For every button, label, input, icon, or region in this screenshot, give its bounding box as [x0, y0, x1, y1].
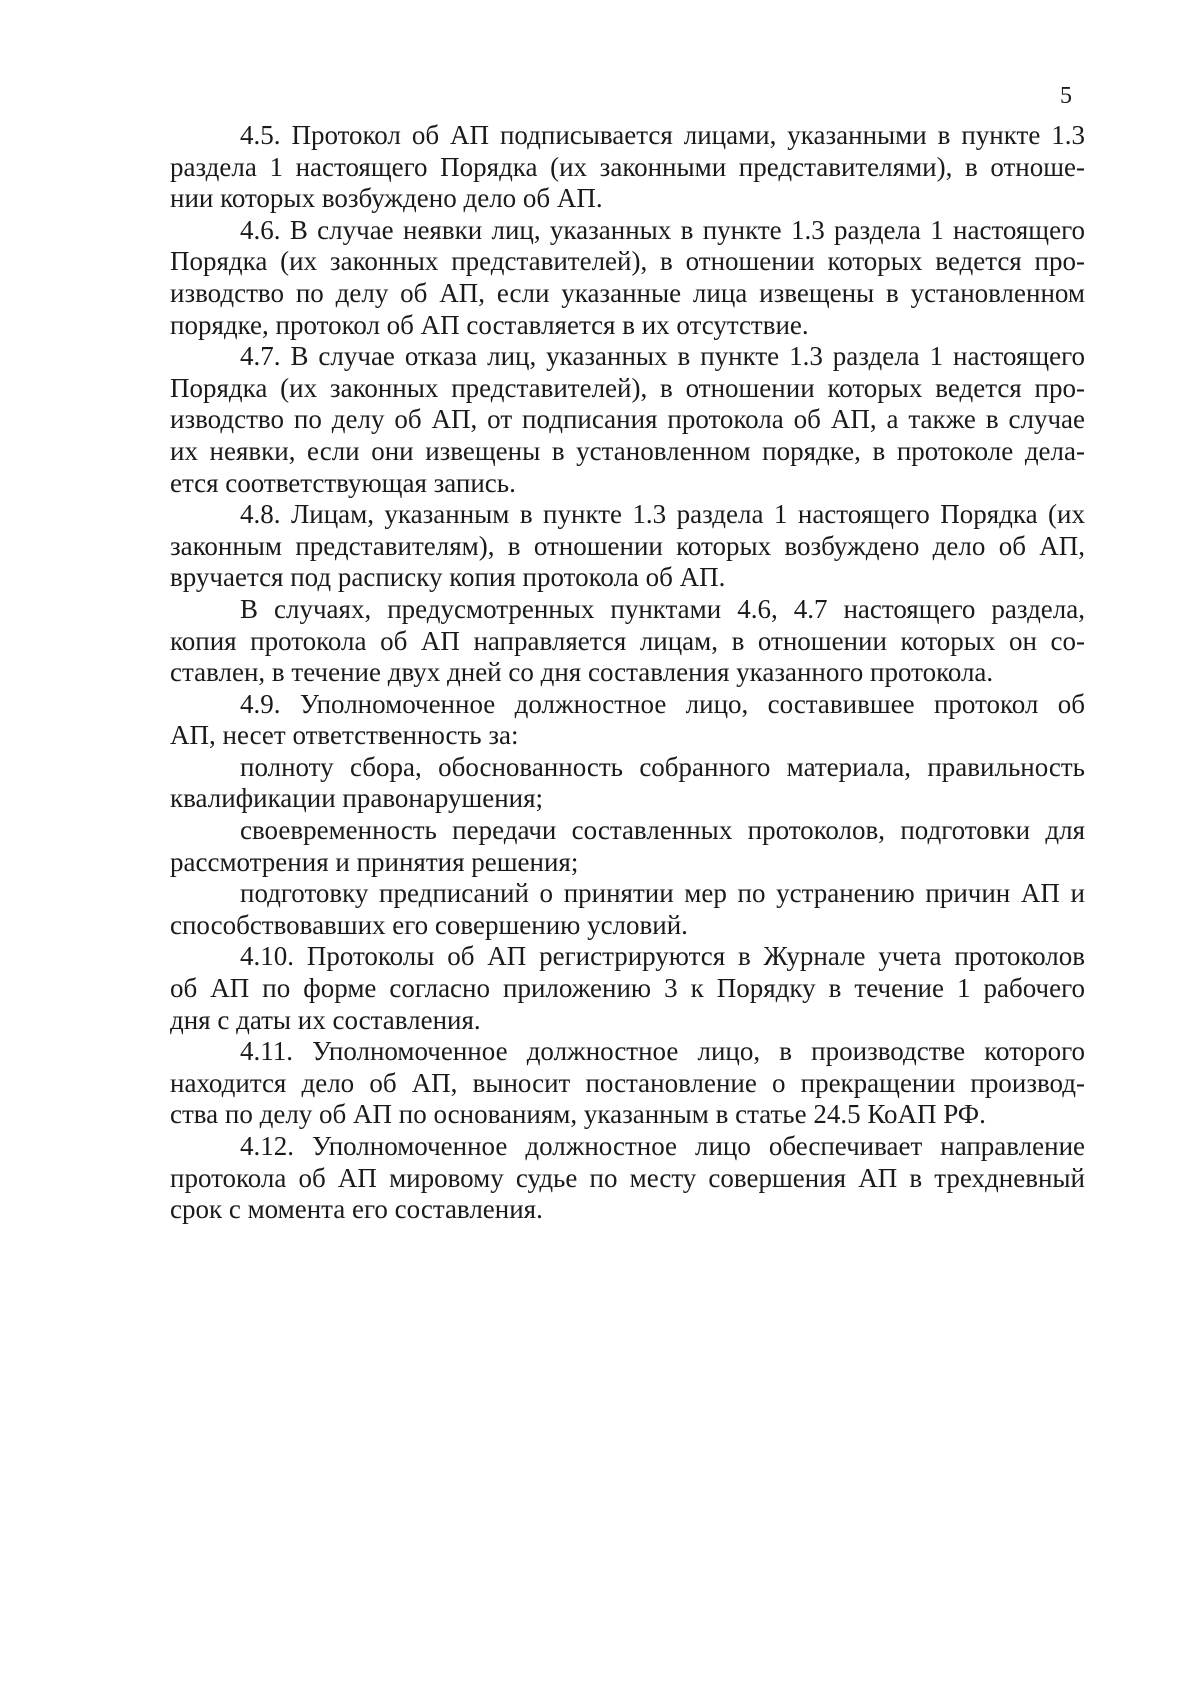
text-line: об АП по форме согласно приложению 3 к Порядку в течение 1 рабочего — [170, 973, 1085, 1004]
text-line: подготовку предписаний о принятии мер по устранению причин АП и — [240, 878, 1085, 909]
text-line: 4.9. Уполномоченное должностное лицо, составившее протокол об — [240, 688, 1085, 719]
text-line: ставлен, в течение двух дней со дня составления указанного протокола. — [170, 657, 994, 688]
text-line: В случаях, предусмотренных пунктами 4.6, 4.7 настоящего раздела, — [240, 593, 1085, 624]
text-line: АП, несет ответственность за: — [170, 720, 519, 751]
paragraph — [170, 752, 1085, 815]
text-line: дня с даты их составления. — [170, 1004, 481, 1035]
paragraph — [170, 689, 1085, 752]
text-line: изводство по делу об АП, если указанные лица извещены в установленном — [170, 277, 1085, 308]
text-line: рассмотрения и принятия решения; — [170, 846, 579, 877]
text-line: копия протокола об АП направляется лицам, в отношении которых он со- — [170, 625, 1085, 656]
text-line: полноту сбора, обоснованность собранного материала, правильность — [240, 751, 1085, 782]
text-line: своевременность передачи составленных протоколов, подготовки для — [240, 815, 1085, 846]
text-line: нии которых возбуждено дело об АП. — [170, 183, 603, 214]
paragraph — [170, 1131, 1085, 1226]
paragraph — [170, 120, 1085, 215]
text-line: порядке, протокол об АП составляется в их отсутствие. — [170, 309, 809, 340]
text-line: протокола об АП мировому судье по месту совершения АП в трехдневный — [170, 1162, 1085, 1193]
paragraph — [170, 594, 1085, 689]
text-line: 4.8. Лицам, указанным в пункте 1.3 раздела 1 настоящего Порядка (их — [240, 499, 1085, 530]
text-line: ства по делу об АП по основаниям, указанным в статье 24.5 КоАП РФ. — [170, 1099, 986, 1130]
text-line: квалификации правонарушения; — [170, 783, 544, 814]
page-number: 5 — [1060, 83, 1072, 109]
text-line: ется соответствующая запись. — [170, 467, 516, 498]
paragraph — [170, 499, 1085, 594]
text-line: находится дело об АП, выносит постановление о прекращении производ- — [170, 1067, 1085, 1098]
paragraph — [170, 941, 1085, 1036]
text-line: 4.12. Уполномоченное должностное лицо обеспечивает направление — [240, 1131, 1085, 1161]
document-body — [170, 120, 1085, 1226]
text-line: Порядка (их законных представителей), в отношении которых ведется про- — [170, 372, 1085, 403]
text-line: законным представителям), в отношении которых возбуждено дело об АП, — [170, 530, 1085, 561]
paragraph — [170, 215, 1085, 341]
text-line: вручается под расписку копия протокола об АП. — [170, 562, 726, 593]
text-line: раздела 1 настоящего Порядка (их законными представителями), в отноше- — [170, 151, 1085, 182]
paragraph — [170, 341, 1085, 499]
text-line: 4.6. В случае неявки лиц, указанных в пункте 1.3 раздела 1 настоящего — [240, 214, 1085, 245]
text-line: изводство по делу об АП, от подписания протокола об АП, а также в случае — [170, 404, 1085, 435]
text-line: Порядка (их законных представителей), в отношении которых ведется про- — [170, 246, 1085, 277]
text-line: 4.5. Протокол об АП подписывается лицами, указанными в пункте 1.3 — [240, 120, 1085, 150]
text-line: способствовавших его совершению условий. — [170, 909, 688, 940]
text-line: 4.7. В случае отказа лиц, указанных в пункте 1.3 раздела 1 настоящего — [240, 341, 1085, 372]
paragraph — [170, 815, 1085, 878]
text-line: их неявки, если они извещены в установленном порядке, в протоколе дела- — [170, 435, 1085, 466]
text-line: 4.10. Протоколы об АП регистрируются в Журнале учета протоколов — [240, 941, 1085, 972]
paragraph — [170, 878, 1085, 941]
paragraph — [170, 1036, 1085, 1131]
text-line: 4.11. Уполномоченное должностное лицо, в производстве которого — [240, 1036, 1085, 1067]
text-line: срок с момента его составления. — [170, 1194, 543, 1225]
